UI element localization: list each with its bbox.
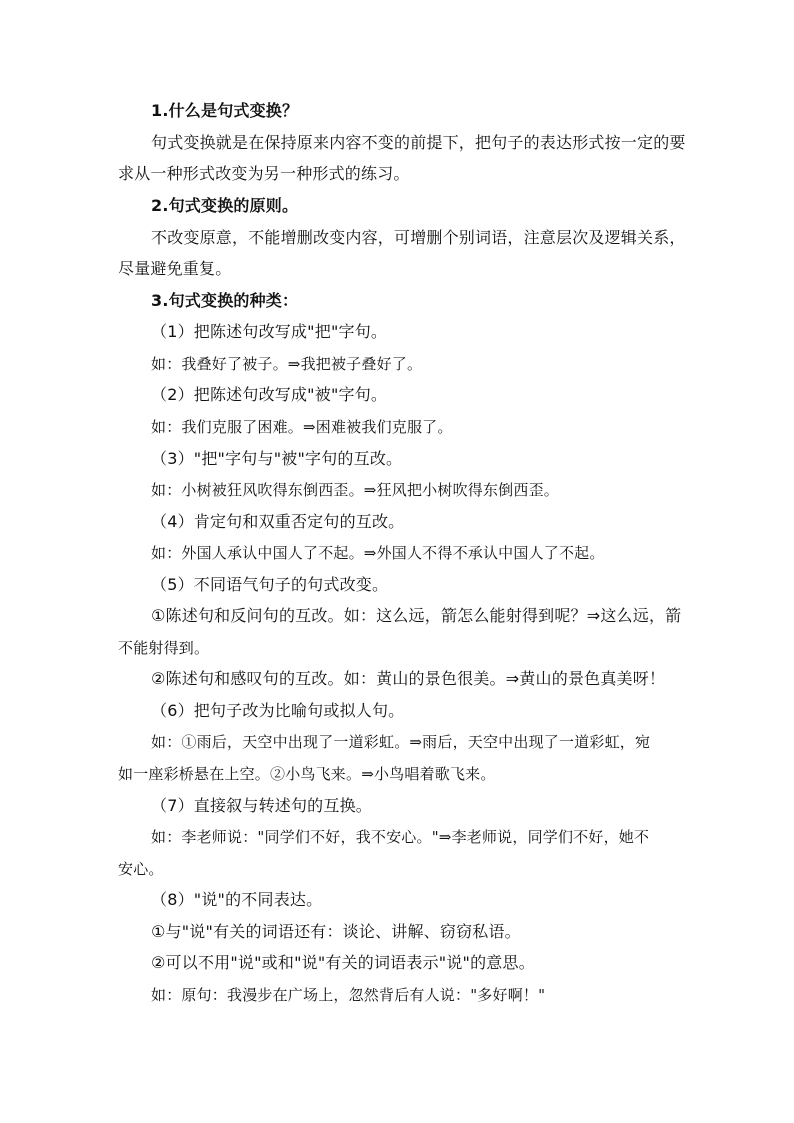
section1-paragraph-line1: 句式变换就是在保持原来内容不变的前提下，把句子的表达形式按一定的要 [151, 133, 686, 152]
item6-text: （6）把句子改为比喻句或拟人句。 [151, 701, 405, 720]
item6-example-line2: 如一座彩桥悬在上空。②小鸟飞来。⇒小鸟唱着歌飞来。 [118, 765, 496, 783]
item8-text: （8）"说"的不同表达。 [151, 890, 323, 909]
item8-subitem-a: ①与"说"有关的词语还有：谈论、讲解、窃窃私语。 [151, 922, 521, 941]
item4-example: 如：外国人承认中国人了不起。⇒外国人不得不承认中国人了不起。 [151, 544, 605, 562]
item7-example-line2: 安心。 [118, 860, 164, 878]
item7-example-line1: 如：李老师说："同学们不好，我不安心。"⇒李老师说，同学们不好，她不 [151, 828, 650, 846]
item2-example: 如：我们克服了困难。⇒困难被我们克服了。 [151, 418, 453, 436]
item5-text: （5）不同语气句子的句式改变。 [151, 575, 389, 594]
item1-text: （1）把陈述句改写成"把"字句。 [151, 322, 388, 341]
section3-title: 3.句式变换的种类： [151, 291, 299, 310]
item4-text: （4）肯定句和双重否定句的互改。 [151, 512, 405, 531]
section1-title: 1.什么是句式变换？ [151, 101, 299, 120]
item5-subitem-a-line2: 不能射得到。 [118, 639, 210, 657]
section2-title: 2.句式变换的原则。 [151, 196, 299, 215]
item5-subitem-b: ②陈述句和感叹句的互改。如：黄山的景色很美。⇒黄山的景色真美呀！ [151, 669, 666, 688]
item3-text: （3）"把"字句与"被"字句的互改。 [151, 449, 403, 468]
section2-paragraph-line1: 不改变原意，不能增删改变内容，可增删个别词语，注意层次及逻辑关系， [151, 228, 686, 247]
item3-example: 如：小树被狂风吹得东倒西歪。⇒狂风把小树吹得东倒西歪。 [151, 481, 559, 499]
item6-example-line1: 如：①雨后，天空中出现了一道彩虹。⇒雨后，天空中出现了一道彩虹，宛 [151, 733, 651, 751]
item2-text: （2）把陈述句改写成"被"字句。 [151, 385, 388, 404]
item7-text: （7）直接叙与转述句的互换。 [151, 796, 372, 815]
item5-subitem-a-line1: ①陈述句和反问句的互改。如：这么远，箭怎么能射得到呢？⇒这么远，箭 [151, 606, 682, 625]
item8-subitem-b: ②可以不用"说"或和"说"有关的词语表示"说"的意思。 [151, 953, 535, 972]
item1-example: 如：我叠好了被子。⇒我把被子叠好了。 [151, 355, 423, 373]
section2-paragraph-line2: 尽量避免重复。 [118, 259, 232, 278]
section1-paragraph-line2: 求从一种形式改变为另一种形式的练习。 [118, 164, 410, 183]
item8-example: 如：原句：我漫步在广场上，忽然背后有人说："多好啊！" [151, 986, 546, 1004]
